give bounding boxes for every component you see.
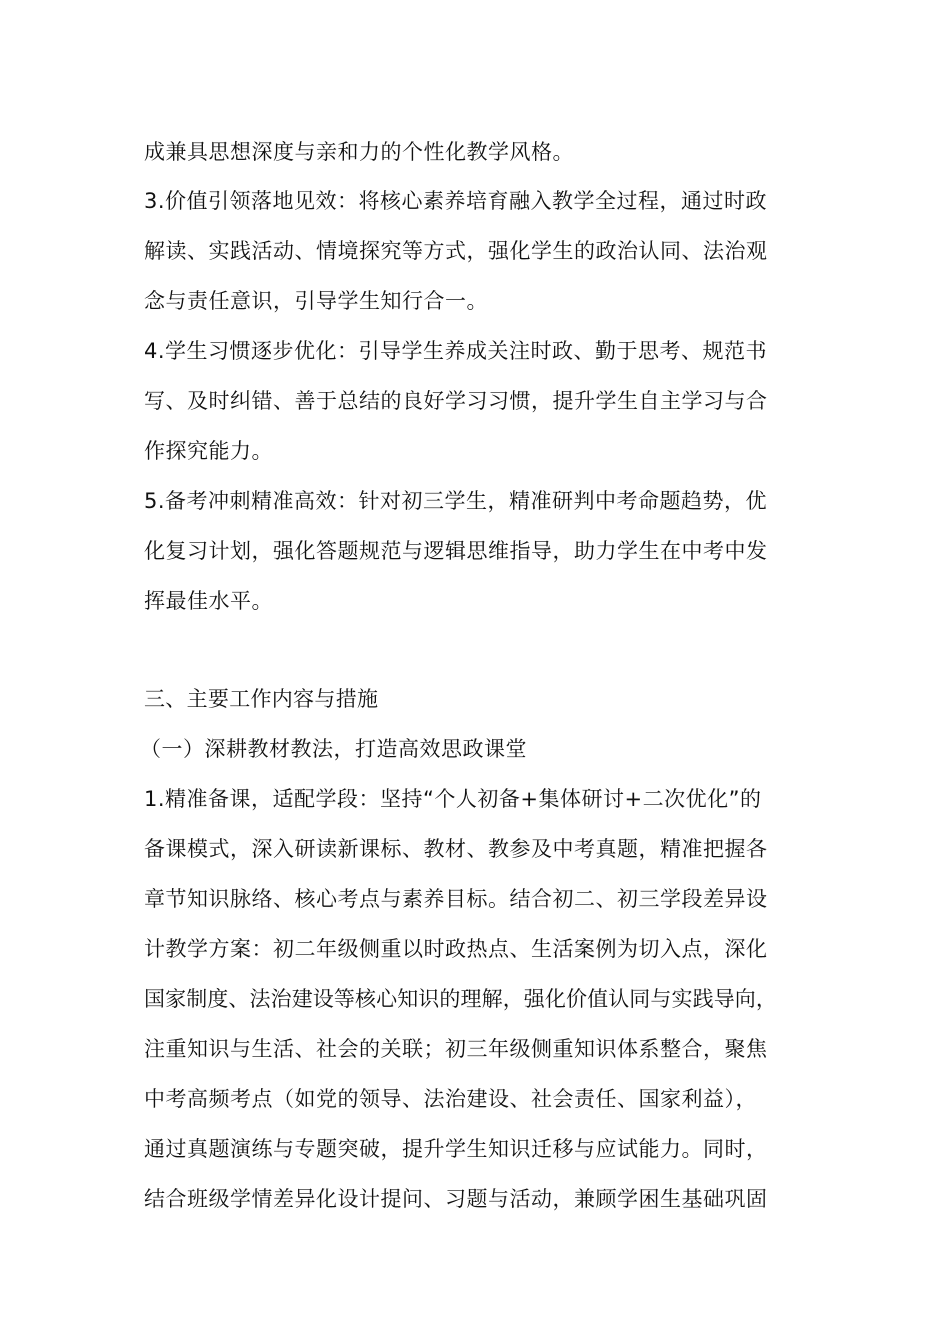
paragraph-line: 备课模式，深入研读新课标、教材、教参及中考真题，精准把握各 [144,837,768,861]
subsection-heading: （一）深耕教材教法，打造高效思政课堂 [140,737,527,761]
paragraph-line: 成兼具思想深度与亲和力的个性化教学风格。 [144,140,574,164]
paragraph-line: 国家制度、法治建设等核心知识的理解，强化价值认同与实践导向， [144,987,777,1011]
paragraph-line: 挥最佳水平。 [144,589,273,613]
paragraph-line: 5.备考冲刺精准高效：针对初三学生，精准研判中考命题趋势，优 [144,489,768,513]
paragraph-line: 3.价值引领落地见效：将核心素养培育融入教学全过程，通过时政 [144,189,768,213]
paragraph-line: 4.学生习惯逐步优化：引导学生养成关注时政、勤于思考、规范书 [144,339,768,363]
paragraph-line: 中考高频考点（如党的领导、法治建设、社会责任、国家利益）， [144,1087,757,1111]
paragraph-line: 注重知识与生活、社会的关联；初三年级侧重知识体系整合，聚焦 [144,1037,768,1061]
paragraph-line: 念与责任意识，引导学生知行合一。 [144,289,488,313]
paragraph-line: 1.精准备课，适配学段：坚持“个人初备+集体研讨+二次优化”的 [144,787,762,811]
paragraph-line: 计教学方案：初二年级侧重以时政热点、生活案例为切入点，深化 [144,937,768,961]
paragraph-line: 章节知识脉络、核心考点与素养目标。结合初二、初三学段差异设 [144,887,768,911]
paragraph-line: 结合班级学情差异化设计提问、习题与活动，兼顾学困生基础巩固 [144,1187,768,1211]
paragraph-line: 解读、实践活动、情境探究等方式，强化学生的政治认同、法治观 [144,239,768,263]
section-heading: 三、主要工作内容与措施 [144,687,379,711]
paragraph-line: 写、及时纠错、善于总结的良好学习习惯，提升学生自主学习与合 [144,389,768,413]
paragraph-line: 作探究能力。 [144,439,273,463]
paragraph-line: 通过真题演练与专题突破，提升学生知识迁移与应试能力。同时， [144,1137,768,1161]
paragraph-line: 化复习计划，强化答题规范与逻辑思维指导，助力学生在中考中发 [144,539,768,563]
